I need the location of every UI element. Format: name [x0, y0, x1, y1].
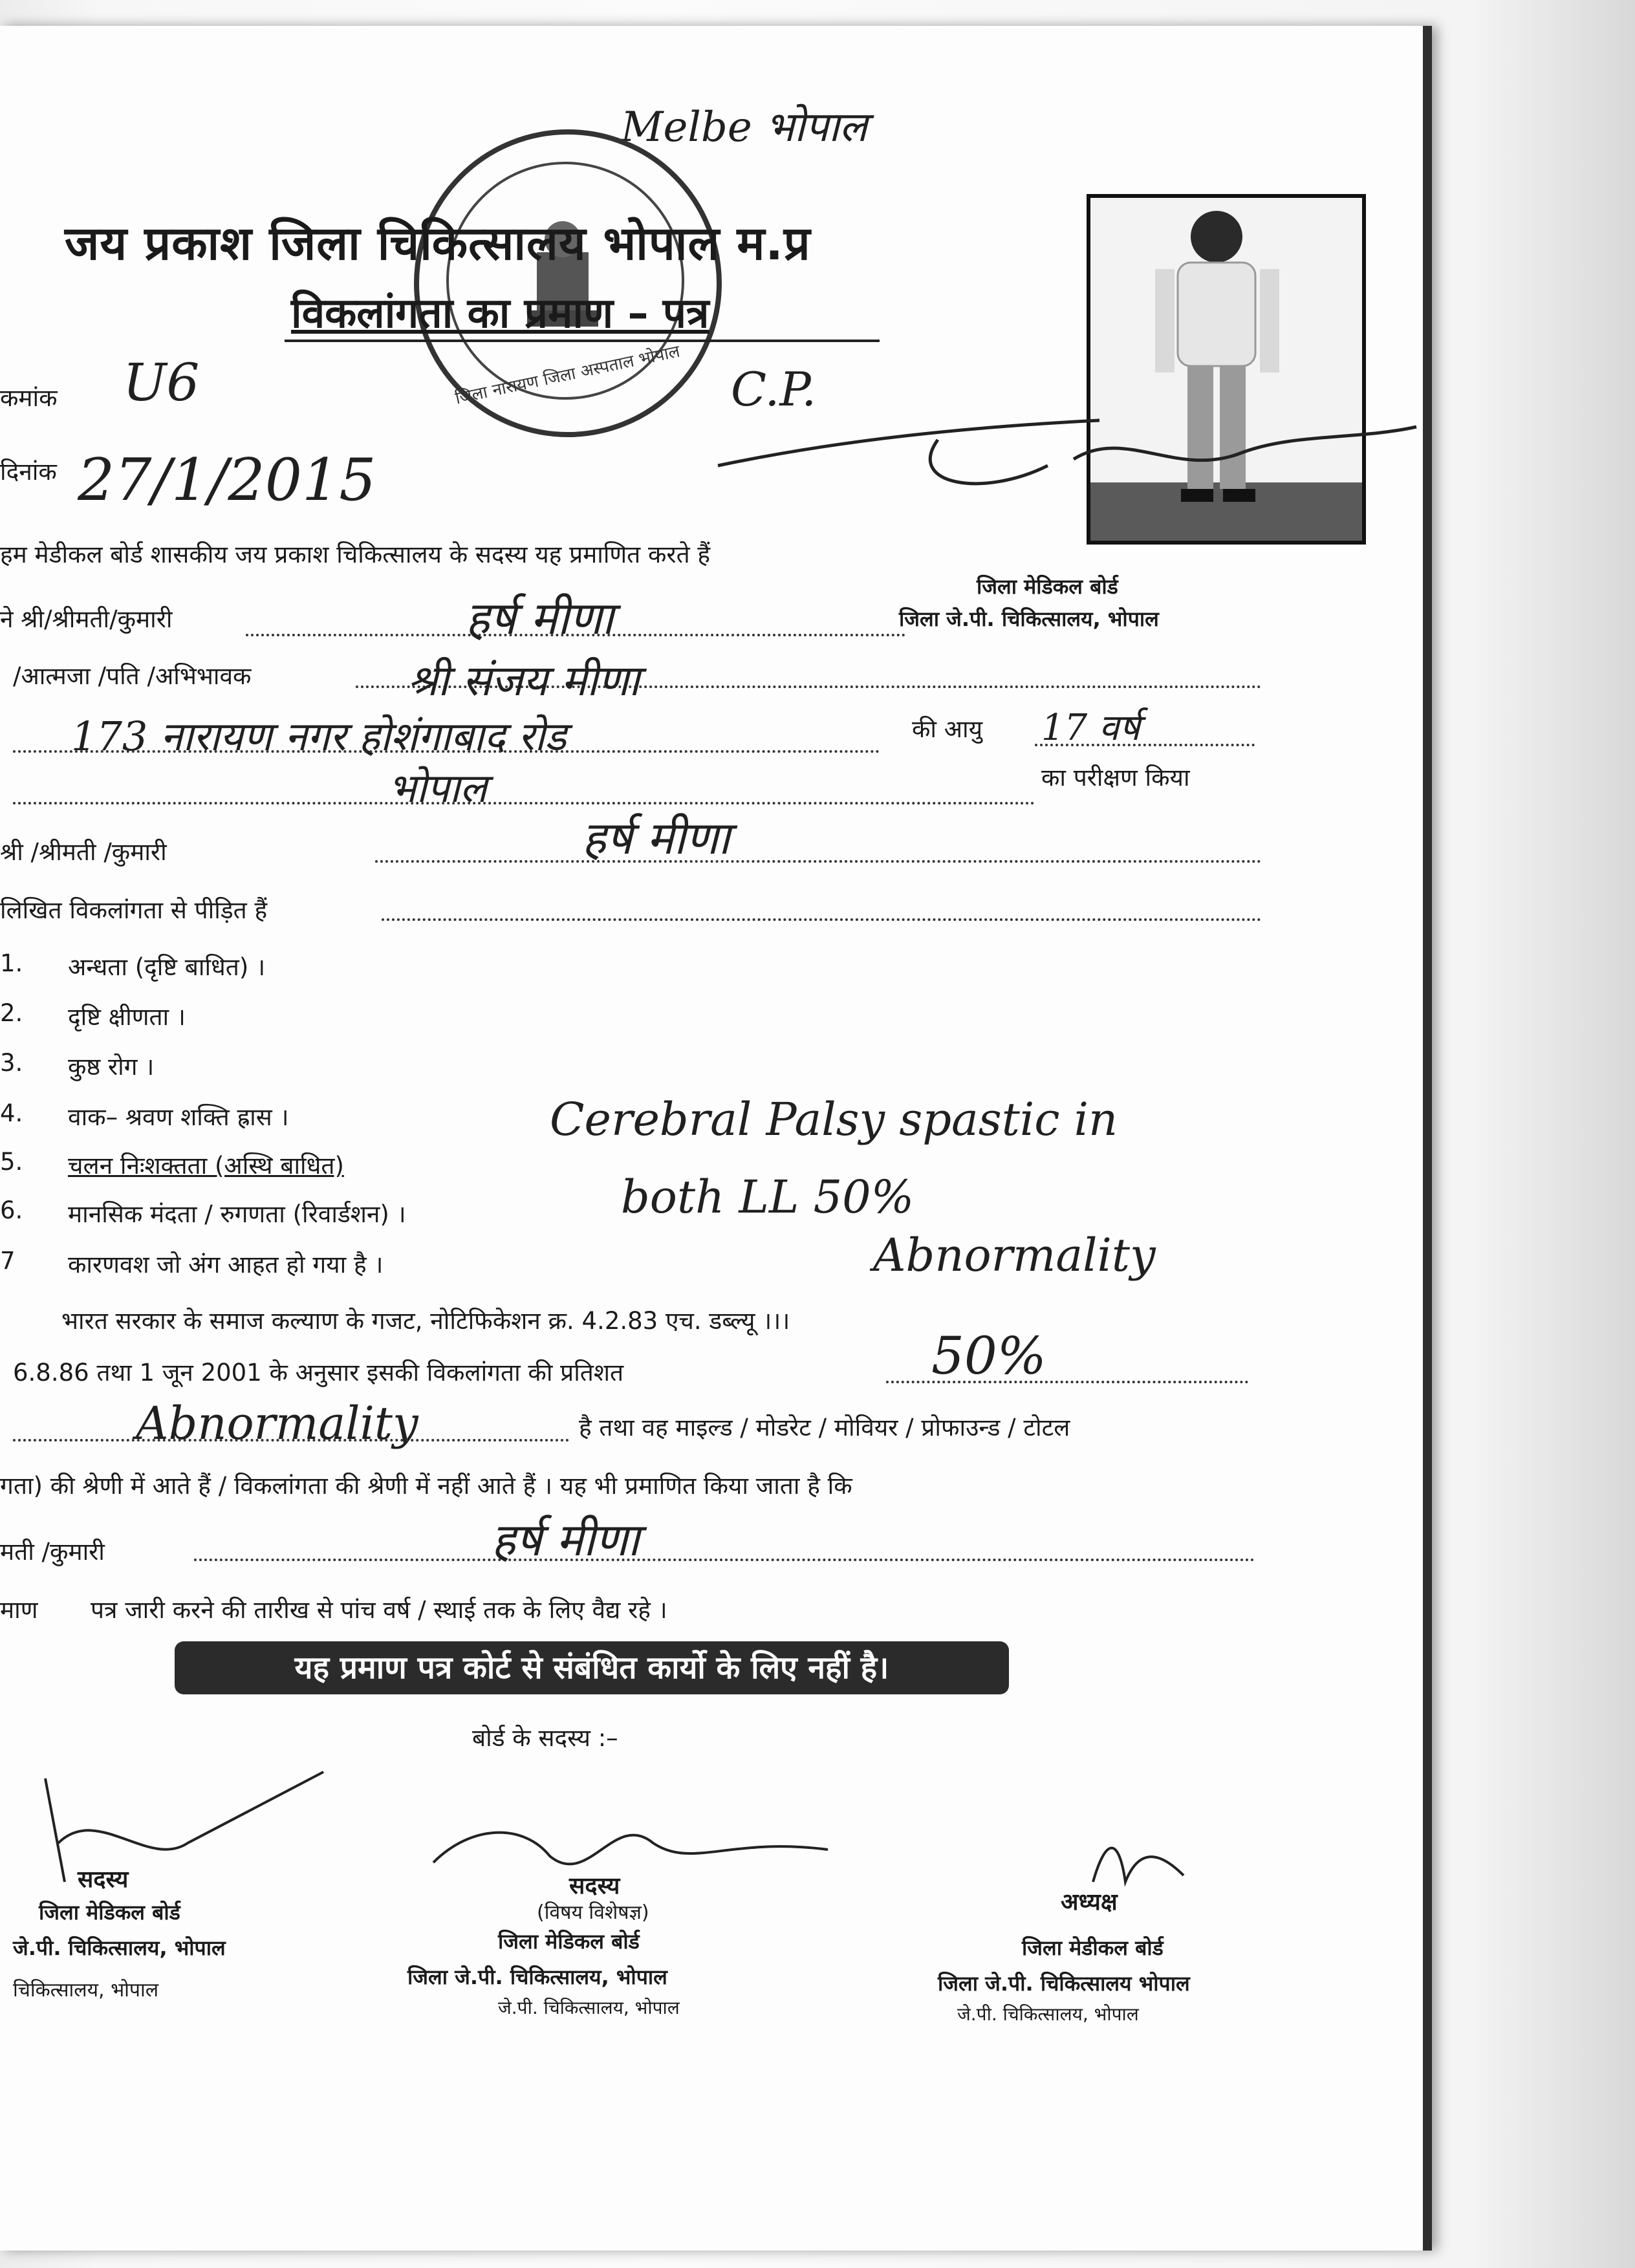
signature-2-title: सदस्य	[569, 1873, 620, 1899]
gazette-line4: गता) की श्रेणी में आते हैं / विकलांगता की श्रेणी में नहीं आते हैं । यह भी प्रमाणित किया जाता है कि	[0, 1472, 852, 1500]
age-label: की आयु	[912, 715, 983, 743]
diagnosis-line3: Abnormality	[873, 1229, 1156, 1282]
number-label: कमांक	[0, 384, 58, 412]
signature-2-line4: जे.पी. चिकित्सालय, भोपाल	[498, 1997, 680, 2018]
address-dotted-line	[13, 750, 880, 753]
age-dotted-line	[1035, 744, 1255, 746]
signature-2-subtitle: (विषय विशेषज्ञ)	[537, 1901, 649, 1924]
disability-item-selected: चलन निःशक्तता (अस्थि बाधित)	[68, 1152, 344, 1180]
signature-3-line4: जे.पी. चिकित्सालय, भोपाल	[957, 2003, 1139, 2025]
diagnosis-line1: Cerebral Palsy spastic in	[550, 1093, 1118, 1146]
percent-value: 50%	[931, 1326, 1046, 1386]
seal-text: जिला नारायण जिला अस्पताल भोपाल	[453, 341, 682, 409]
signature-1-line2: जिला मेडिकल बोर्ड	[39, 1900, 180, 1925]
signature-1-title: सदस्य	[78, 1866, 129, 1893]
signature-scribble-1	[19, 1766, 343, 1895]
gazette-line5-value: हर्ष मीणा	[492, 1513, 640, 1566]
signature-2-line2: जिला मेडिकल बोर्ड	[498, 1929, 640, 1954]
number-value: U6	[123, 352, 200, 413]
date-label: दिनांक	[0, 458, 57, 486]
parent-value: श्री संजय मीणा	[407, 656, 640, 706]
stamp-board: जिला मेडिकल बोर्ड	[977, 574, 1118, 599]
disability-item: मानसिक मंदता / रुगणता (रिवार्डशन) ।	[68, 1200, 406, 1228]
confirm-value: हर्ष मीणा	[582, 812, 730, 865]
certificate-title: विकलांगता का प्रमाण – पत्र	[291, 290, 709, 338]
suffering-dotted-line	[382, 918, 1261, 921]
parent-label: /आत्मजा /पति /अभिभावक	[13, 662, 252, 690]
disability-num: 7	[0, 1247, 16, 1275]
diagnosis-line2: both LL 50%	[621, 1171, 915, 1224]
disability-num: 4.	[0, 1099, 23, 1127]
disability-num: 3.	[0, 1049, 23, 1077]
handwritten-note-top: Melbe भोपाल	[621, 103, 867, 151]
disability-num: 5.	[0, 1148, 23, 1176]
city-value: भोपाल	[388, 764, 487, 812]
disability-num: 6.	[0, 1196, 23, 1224]
disability-item: वाक– श्रवण शक्ति ह्रास ।	[68, 1103, 289, 1131]
board-members-label: बोर्ड के सदस्य :–	[472, 1724, 618, 1752]
age-value: 17 वर्ष	[1041, 707, 1140, 749]
stamp-hospital: जिला जे.पी. चिकित्सालय, भोपाल	[899, 607, 1159, 631]
abnormality-value: Abnormality	[136, 1397, 418, 1450]
disability-item: कारणवश जो अंग आहत हो गया है ।	[68, 1251, 384, 1279]
exam-dotted-line	[13, 802, 1035, 805]
disability-item: दृष्टि क्षीणता ।	[68, 1003, 186, 1031]
signature-scribble-3	[1074, 1824, 1203, 1895]
date-value: 27/1/2015	[78, 446, 376, 514]
name-value: हर्ष मीणा	[466, 592, 614, 645]
title-underline	[285, 340, 880, 342]
signature-1-line3: जे.पी. चिकित्सालय, भोपाल	[13, 1936, 226, 1960]
handwritten-cp: C.P.	[731, 362, 817, 416]
gazette-line6: पत्र जारी करने की तारीख से पांच वर्ष / स्थाई तक के लिए वैद्य रहे ।	[91, 1596, 667, 1624]
signature-3-line3: जिला जे.पी. चिकित्सालय भोपाल	[938, 1971, 1190, 1996]
suffering-label: लिखित विकलांगता से पीड़ित हैं	[0, 896, 268, 924]
name-dotted-line-2	[194, 1559, 1255, 1561]
confirm-label: श्री /श्रीमती /कुमारी	[0, 838, 167, 866]
hospital-title: जय प्रकाश जिला चिकित्सालय भोपाल म.प्र	[65, 216, 811, 270]
signature-scribble-2	[420, 1798, 841, 1895]
court-notice-banner: यह प्रमाण पत्र कोर्ट से संबंधित कार्यो के लिए नहीं है।	[175, 1641, 1009, 1694]
exam-label: का परीक्षण किया	[1041, 764, 1190, 792]
gazette-line3: है तथा वह माइल्ड / मोडरेट / मोवियर / प्रोफाउन्ड / टोटल	[579, 1414, 1070, 1442]
signature-3-line2: जिला मेडीकल बोर्ड	[1022, 1936, 1164, 1960]
signature-1-line4: चिकित्सालय, भोपाल	[13, 1979, 159, 2002]
signature-2-line3: जिला जे.पी. चिकित्सालय, भोपाल	[407, 1965, 667, 1989]
disability-num: 1.	[0, 949, 23, 977]
gazette-line1: भारत सरकार के समाज कल्याण के गजट, नोटिफिकेशन क्र. 4.2.83 एच. डब्ल्यू ।।।	[61, 1307, 790, 1335]
disability-item: अन्धता (दृष्टि बाधित) ।	[68, 953, 266, 981]
signature-scribble-top	[711, 401, 1423, 504]
disability-num: 2.	[0, 999, 23, 1027]
address-value: 173 नारायण नगर होशंगाबाद रोड	[71, 713, 567, 760]
confirm-dotted-line	[375, 860, 1261, 863]
gazette-line5-label: मती /कुमारी	[0, 1538, 105, 1566]
disability-item: कुष्ठ रोग ।	[68, 1053, 155, 1081]
name-label: ने श्री/श्रीमती/कुमारी	[0, 605, 173, 633]
gazette-line2: 6.8.86 तथा 1 जून 2001 के अनुसार इसकी विकलांगता की प्रतिशत	[13, 1359, 624, 1387]
intro-text: हम मेडीकल बोर्ड शासकीय जय प्रकाश चिकित्सालय के सदस्य यह प्रमाणित करते हैं	[0, 541, 711, 568]
gazette-line6-prefix: माण	[0, 1596, 38, 1624]
signature-3-title: अध्यक्ष	[1061, 1889, 1118, 1916]
abnormality-dotted-line	[13, 1439, 569, 1442]
